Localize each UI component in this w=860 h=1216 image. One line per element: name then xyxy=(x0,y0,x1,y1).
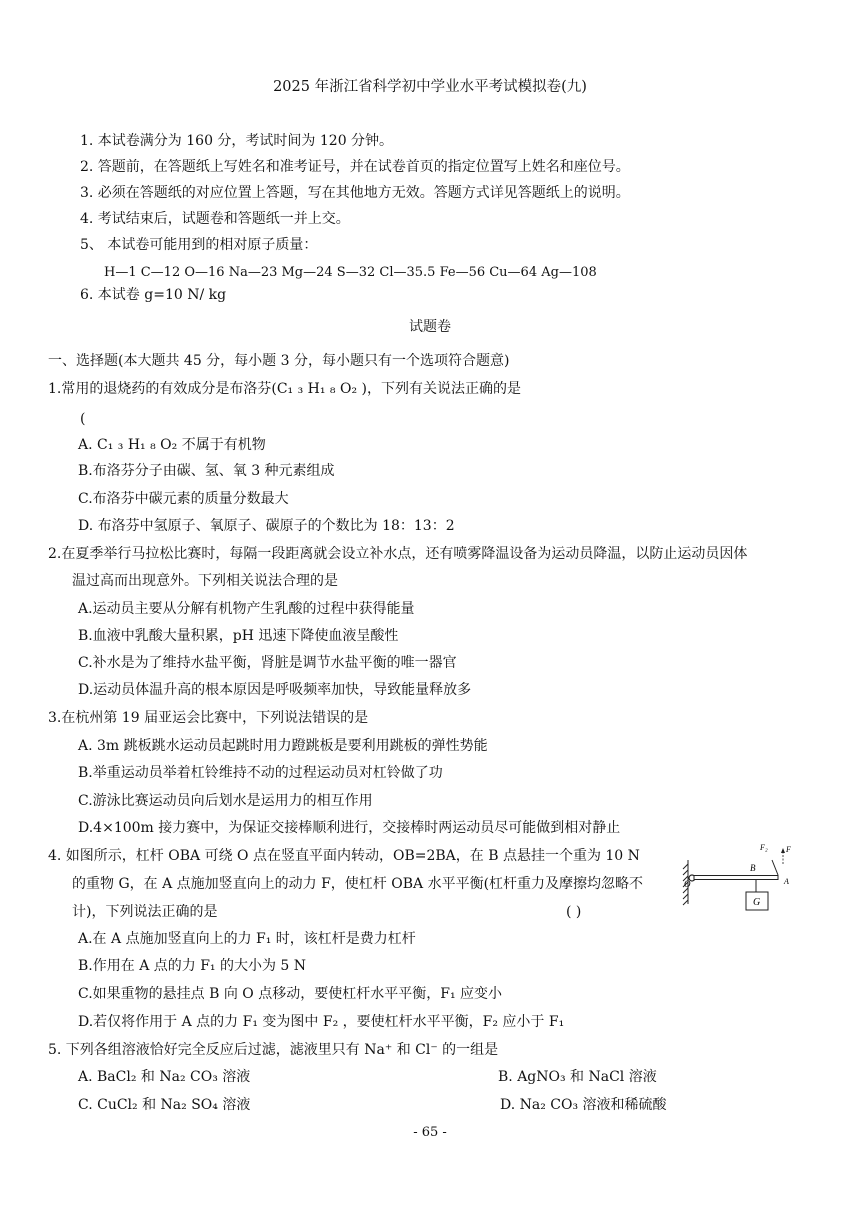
q2-option-a: A.运动员主要从分解有机物产生乳酸的过程中获得能量 xyxy=(78,601,415,617)
q2-option-b: B.血液中乳酸大量积累，pH 迅速下降使血液呈酸性 xyxy=(78,628,399,644)
q1-stem: 1.常用的退烧药的有效成分是布洛芬(C₁ ₃ H₁ ₈ O₂ )，下列有关说法正确的是 xyxy=(48,381,521,397)
force-f2-arrow xyxy=(772,860,778,875)
label-f2: F₂ xyxy=(760,843,768,852)
q4-option-a: A.在 A 点施加竖直向上的力 F₁ 时，该杠杆是费力杠杆 xyxy=(78,931,416,947)
q2-option-c: C.补水是为了维持水盐平衡，肾脏是调节水盐平衡的唯一器官 xyxy=(78,655,457,671)
q2-option-d: D.运动员体温升高的根本原因是呼吸频率加快，导致能量释放多 xyxy=(78,682,472,698)
q4-stem-line2: 的重物 G，在 A 点施加竖直向上的动力 F，使杠杆 OBA 水平平衡(杠杆重力及摩擦均忽略不 xyxy=(72,876,644,892)
q1-option-d: D. 布洛芬中氢原子、氧原子、碳原子的个数比为 18：13：2 xyxy=(78,518,455,534)
q1-option-c: C.布洛芬中碳元素的质量分数最大 xyxy=(78,491,289,507)
q4-stem-line3: 计)，下列说法正确的是 xyxy=(72,904,218,920)
q2-stem-line1: 2.在夏季举行马拉松比赛时，每隔一段距离就会设立补水点，还有喷雾降温设备为运动员降温，以防止运动员因体 xyxy=(48,546,748,562)
q2-stem-line2: 温过高而出现意外。下列相关说法合理的是 xyxy=(72,573,338,589)
lever-figure xyxy=(680,838,795,918)
q5-option-b: B. AgNO₃ 和 NaCl 溶液 xyxy=(498,1069,657,1085)
q5-option-a: A. BaCl₂ 和 Na₂ CO₃ 溶液 xyxy=(78,1069,251,1085)
q3-stem: 3.在杭州第 19 届亚运会比赛中，下列说法错误的是 xyxy=(48,710,369,726)
page-number: - 65 - xyxy=(413,1125,447,1140)
instruction-6: 6. 本试卷 g=10 N/ kg xyxy=(80,287,227,303)
q3-option-b: B.举重运动员举着杠铃维持不动的过程运动员对杠铃做了功 xyxy=(78,765,443,781)
q4-option-c: C.如果重物的悬挂点 B 向 O 点移动，要使杠杆水平平衡，F₁ 应变小 xyxy=(78,986,503,1002)
q3-option-d: D.4×100m 接力赛中，为保证交接棒顺利进行，交接棒时两运动员尽可能做到相对静止 xyxy=(78,820,621,836)
label-f: F xyxy=(786,845,791,854)
q1-answer-bracket: ( xyxy=(80,411,86,427)
instruction-5: 5、 本试卷可能用到的相对原子质量： xyxy=(80,237,318,253)
instruction-4: 4. 考试结束后，试题卷和答题纸一并上交。 xyxy=(80,211,350,227)
atomic-masses: H—1 C—12 O—16 Na—23 Mg—24 S—32 Cl—35.5 Fe—56 Cu—64 Ag—108 xyxy=(104,265,597,280)
q1-option-b: B.布洛芬分子由碳、氢、氧 3 种元素组成 xyxy=(78,463,335,479)
page-title: 2025 年浙江省科学初中学业水平考试模拟卷(九) xyxy=(273,79,587,95)
q1-option-a: A. C₁ ₃ H₁ ₈ O₂ 不属于有机物 xyxy=(78,437,266,453)
q4-option-d: D.若仅将作用于 A 点的力 F₁ 变为图中 F₂ ，要使杠杆水平平衡，F₂ 应小于 F₁ xyxy=(78,1014,565,1030)
section-heading: 试题卷 xyxy=(409,319,451,335)
instruction-1: 1. 本试卷满分为 160 分，考试时间为 120 分钟。 xyxy=(80,133,394,149)
q3-option-c: C.游泳比赛运动员向后划水是运用力的相互作用 xyxy=(78,793,373,809)
q4-stem-line1: 4. 如图所示，杠杆 OBA 可绕 O 点在竖直平面内转动，OB=2BA，在 B 点悬挂一个重为 10 N xyxy=(48,848,640,864)
q3-option-a: A. 3m 跳板跳水运动员起跳时用力蹬跳板是要利用跳板的弹性势能 xyxy=(78,738,488,754)
lever-bar xyxy=(694,876,778,880)
arrowhead-icon xyxy=(781,848,785,853)
q4-option-b: B.作用在 A 点的力 F₁ 的大小为 5 N xyxy=(78,958,307,974)
q5-option-c: C. CuCl₂ 和 Na₂ SO₄ 溶液 xyxy=(78,1097,251,1113)
part-heading: 一、选择题(本大题共 45 分，每小题 3 分，每小题只有一个选项符合题意) xyxy=(48,353,510,369)
label-a: A xyxy=(784,877,789,886)
q5-option-d: D. Na₂ CO₃ 溶液和稀硫酸 xyxy=(500,1097,667,1113)
instruction-2: 2. 答题前，在答题纸上写姓名和准考证号，并在试卷首页的指定位置写上姓名和座位号。 xyxy=(80,159,630,175)
label-b: B xyxy=(750,863,756,873)
instruction-3: 3. 必须在答题纸的对应位置上答题，写在其他地方无效。答题方式详见答题纸上的说明。 xyxy=(80,185,630,201)
label-o: O xyxy=(684,879,691,889)
label-g: G xyxy=(753,897,761,908)
q4-answer-bracket: ( ) xyxy=(566,904,582,920)
q5-stem: 5. 下列各组溶液恰好完全反应后过滤，滤液里只有 Na⁺ 和 Cl⁻ 的一组是 xyxy=(48,1042,499,1058)
